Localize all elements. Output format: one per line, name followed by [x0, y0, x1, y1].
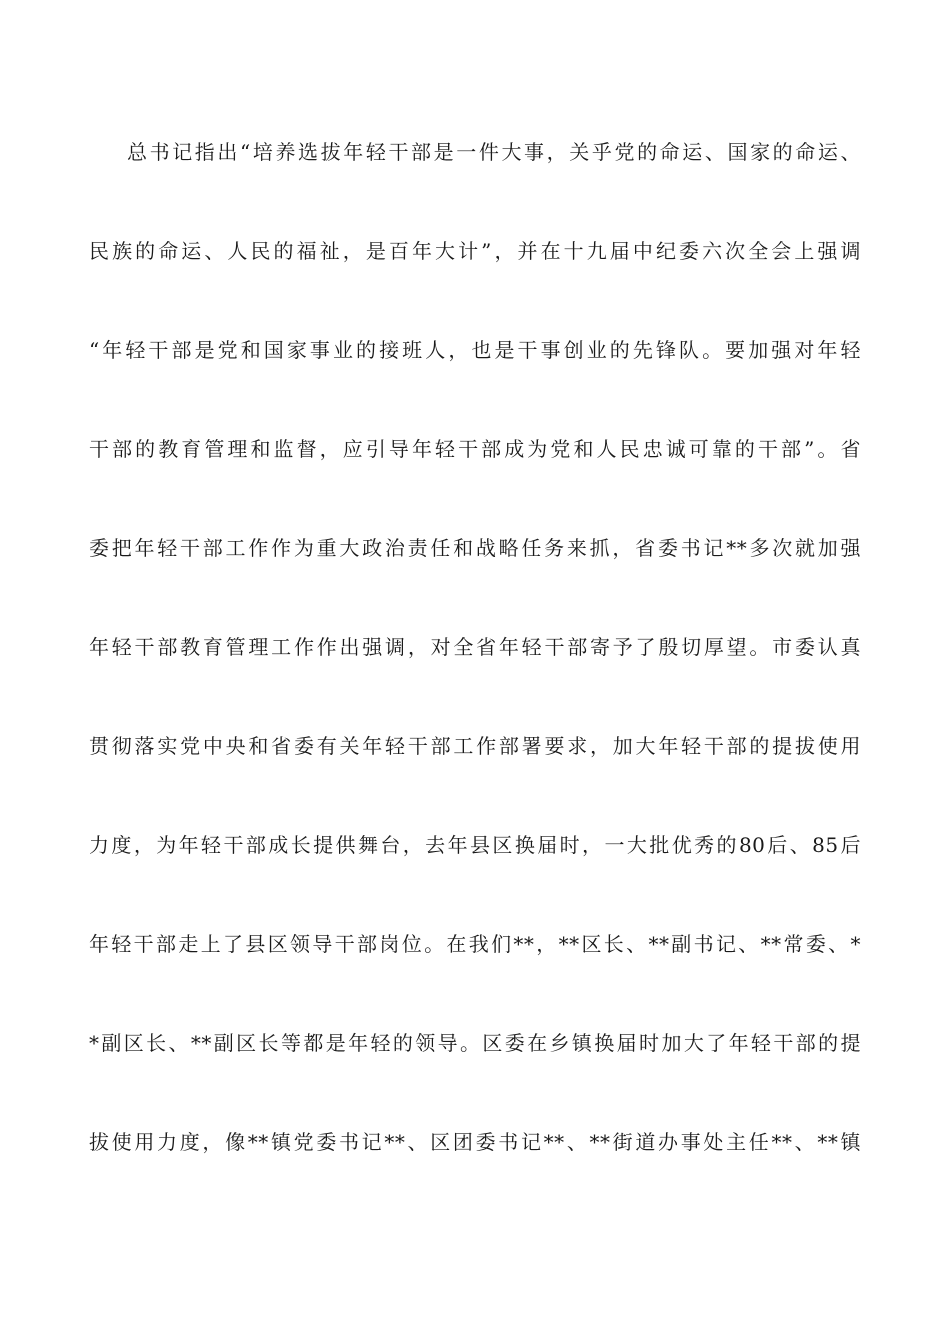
paragraph-line: 拔使用力度，像**镇党委书记**、区团委书记**、**街道办事处主任**、**镇	[89, 1130, 861, 1154]
paragraph-line: 年轻干部走上了县区领导干部岗位。在我们**，**区长、**副书记、**常委、*	[89, 932, 861, 956]
paragraph-line: *副区长、**副区长等都是年轻的领导。区委在乡镇换届时加大了年轻干部的提	[89, 1031, 861, 1055]
paragraph-line: “年轻干部是党和国家事业的接班人，也是干事创业的先锋队。要加强对年轻	[89, 338, 861, 362]
paragraph-line: 力度，为年轻干部成长提供舞台，去年县区换届时，一大批优秀的80后、85后	[89, 833, 861, 857]
paragraph-line: 民族的命运、人民的福祉，是百年大计”，并在十九届中纪委六次全会上强调	[89, 239, 861, 263]
paragraph-line: 贯彻落实党中央和省委有关年轻干部工作部署要求，加大年轻干部的提拔使用	[89, 734, 861, 758]
paragraph-line: 总书记指出“培养选拔年轻干部是一件大事，关乎党的命运、国家的命运、	[127, 140, 861, 164]
paragraph-line: 委把年轻干部工作作为重大政治责任和战略任务来抓，省委书记**多次就加强	[89, 536, 861, 560]
paragraph-line: 年轻干部教育管理工作作出强调，对全省年轻干部寄予了殷切厚望。市委认真	[89, 635, 861, 659]
paragraph-line: 干部的教育管理和监督，应引导年轻干部成为党和人民忠诚可靠的干部”。省	[89, 437, 861, 461]
